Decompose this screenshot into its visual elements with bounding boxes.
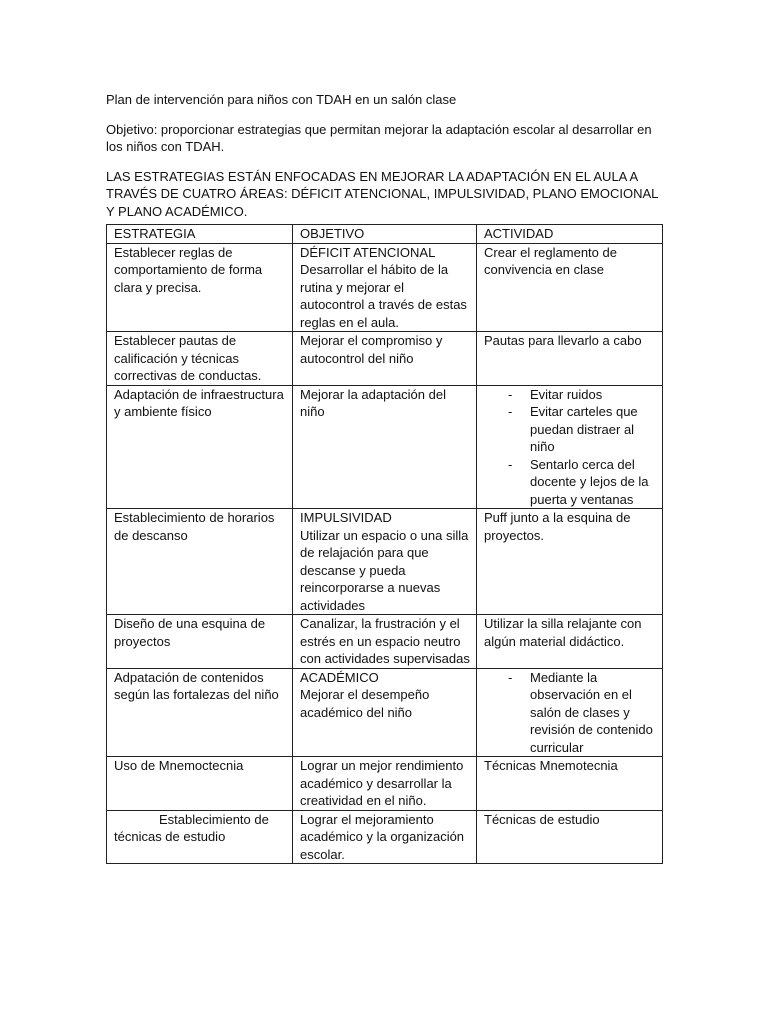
estrategia-cell: Uso de Mnemoctecnia [107,757,293,811]
objetivo-cell: Lograr un mejor rendimiento académico y desarrollar la creatividad en el niño. [293,757,477,811]
objetivo-cell [293,509,477,615]
objetivo-cell: Mejorar el compromiso y autocontrol del niño [293,332,477,386]
objetivo-cell: Canalizar, la frustración y el estrés en un espacio neutro con actividades supervisadas [293,615,477,669]
estrategia-cell: Diseño de una esquina de proyectos [107,615,293,669]
table-row [107,810,663,864]
area-label: DÉFICIT ATENCIONAL [300,244,436,260]
actividad-cell: Utilizar la silla relajante con algún material didáctico. [477,615,663,669]
table-row [107,332,663,386]
estrategia-cell: Establecer reglas de comportamiento de forma clara y precisa. [107,243,293,332]
actividad-cell: Pautas para llevarlo a cabo [477,332,663,386]
objetivo-cell [293,668,477,757]
actividad-list [484,669,656,757]
table-row [107,385,663,509]
list-item: - Evitar carteles que puedan distraer al niño [508,403,656,456]
document-objective: Objetivo: proporcionar estrategias que permitan mejorar la adaptación escolar al desarrollar en los niños con TDAH. [106,121,652,154]
table-row [107,243,663,332]
document-title: Plan de intervención para niños con TDAH en un salón clase [106,92,457,107]
table-row [107,668,663,757]
estrategia-cell: Establecer pautas de calificación y técnicas correctivas de conductas. [107,332,293,386]
intervention-table [106,224,663,864]
actividad-cell: Crear el reglamento de convivencia en clase [477,243,663,332]
area-label: ACADÉMICO [300,669,379,685]
table-header-row [107,225,663,244]
actividad-list [484,386,656,509]
estrategia-text-rest: técnicas de estudio [114,829,226,844]
objetivo-cell [293,243,477,332]
objetivo-cell: Mejorar la adaptación del niño [293,385,477,509]
document-intro: LAS ESTRATEGIAS ESTÁN ENFOCADAS EN MEJORAR LA ADAPTACIÓN EN EL AULA A TRAVÉS DE CUATRO ÁREAS: DÉFICIT ATENCIONAL, IMPULSIVIDAD, PLANO EMOCIONAL Y PLANO ACADÉMICO. [106,168,658,219]
document-page [106,91,662,864]
list-item: - Sentarlo cerca del docente y lejos de la puerta y ventanas [508,456,656,509]
objetivo-text: Desarrollar el hábito de la rutina y mejorar el autocontrol a través de estas reglas en el aula. [300,262,467,330]
actividad-cell: Técnicas Mnemotecnia [477,757,663,811]
table-row [107,615,663,669]
actividad-cell [477,668,663,757]
header-actividad: ACTIVIDAD [477,225,663,244]
estrategia-cell: Adpatación de contenidos según las fortalezas del niño [107,668,293,757]
list-item: - Evitar ruidos [508,386,656,404]
header-objetivo: OBJETIVO [293,225,477,244]
estrategia-cell: Establecimiento de horarios de descanso [107,509,293,615]
area-label: IMPULSIVIDAD [300,510,392,525]
objetivo-text: Mejorar el desempeño académico del niño [300,687,430,720]
estrategia-cell: Adaptación de infraestructura y ambiente físico [107,385,293,509]
estrategia-text-first: Establecimiento de [159,811,269,827]
header-estrategia: ESTRATEGIA [107,225,293,244]
actividad-cell: Técnicas de estudio [477,810,663,864]
estrategia-cell [107,810,293,864]
table-row [107,509,663,615]
actividad-cell: Puff junto a la esquina de proyectos. [477,509,663,615]
table-row [107,757,663,811]
objetivo-text: Utilizar un espacio o una silla de relajación para que descanse y pueda reincorporarse a nuevas actividades [300,527,469,613]
actividad-cell [477,385,663,509]
list-item: - Mediante la observación en el salón de clases y revisión de contenido curricular [508,669,656,757]
objetivo-cell: Lograr el mejoramiento académico y la organización escolar. [293,810,477,864]
